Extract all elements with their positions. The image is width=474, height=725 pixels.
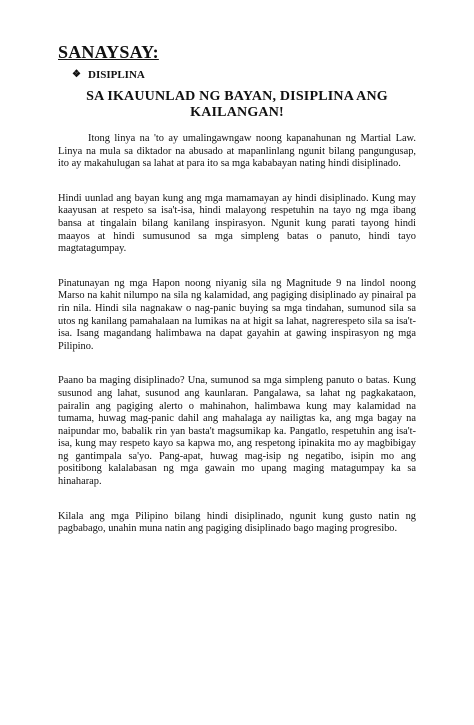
topic-line bbox=[72, 69, 416, 81]
paragraph-2: Hindi uunlad ang bayan kung ang mga mamamayan ay hindi disiplinado. Kung may kaayusan at respeto sa isa't-isa, hindi malayong respetuhin na tayo ng mga ibang bansa at tingalain bilang kanilang inspirasyon. Ngunit kung parati tayong hindi maayos at hindi sumusunod sa mga simpleng batas o panuto, hindi tayo magtatagumpay. bbox=[58, 192, 416, 255]
paragraph-4: Paano ba maging disiplinado? Una, sumunod sa mga simpleng panuto o batas. Kung susunod ang lahat, susunod ang kaunlaran. Pangalawa, sa lahat ng pagkakataon, pairalin ang pagiging alerto o mahinahon, halimbawa kung may kalamidad na tumama, huwag mag-panic dahil ang mahalaga ay nailigtas ka, ang mga bagay na naipundar mo, babalik rin yan basta't magsumikap ka. Pangatlo, respetuhin ang isa't-isa, kung may respeto kayo sa kapwa mo, ang respetong ipinakita mo ay magbibigay ng gantimpala sa'yo. Pang-apat, huwag mag-isip ng negatibo, isipin mo ang positibong kalalabasan ng mga gawain mo upang maging matagumpay ka sa hinaharap. bbox=[58, 375, 416, 488]
paragraph-5: Kilala ang mga Pilipino bilang hindi disiplinado, ngunit kung gusto natin ng pagbabago, unahin muna natin ang pagiging disiplinado bago maging progresibo. bbox=[58, 510, 416, 535]
essay-title: SA IKAUUNLAD NG BAYAN, DISIPLINA ANG KAILANGAN! bbox=[86, 89, 388, 120]
topic-label: DISIPLINA bbox=[88, 69, 145, 81]
document-heading: SANAYSAY: bbox=[58, 42, 159, 62]
paragraph-3: Pinatunayan ng mga Hapon noong niyanig sila ng Magnitude 9 na lindol noong Marso na kahit nilumpo na sila ng kalamidad, ang pagiging disiplinado ay pinairal pa rin nila. Hindi sila nagnakaw o nag-panic buying sa mga tindahan, sumunod sila sa utos ng kanilang pamahalaan na lumikas na at higit sa lahat, nagrerespeto sila sa isa't-isa. Isang magandang halimbawa na dapat gayahin at gawing inspirasyon ng mga Pilipino. bbox=[58, 277, 416, 352]
paragraph-1: Itong linya na 'to ay umalingawngaw noong kapanahunan ng Martial Law. Linya na mula sa diktador na abusado at mapanlinlang ngunit bilang pangungusap, ito ay makahulugan sa lahat at para ito sa mga kababayan nating hindi disiplinado. bbox=[58, 133, 416, 170]
diamond-bullet-icon: ❖ bbox=[72, 69, 81, 80]
